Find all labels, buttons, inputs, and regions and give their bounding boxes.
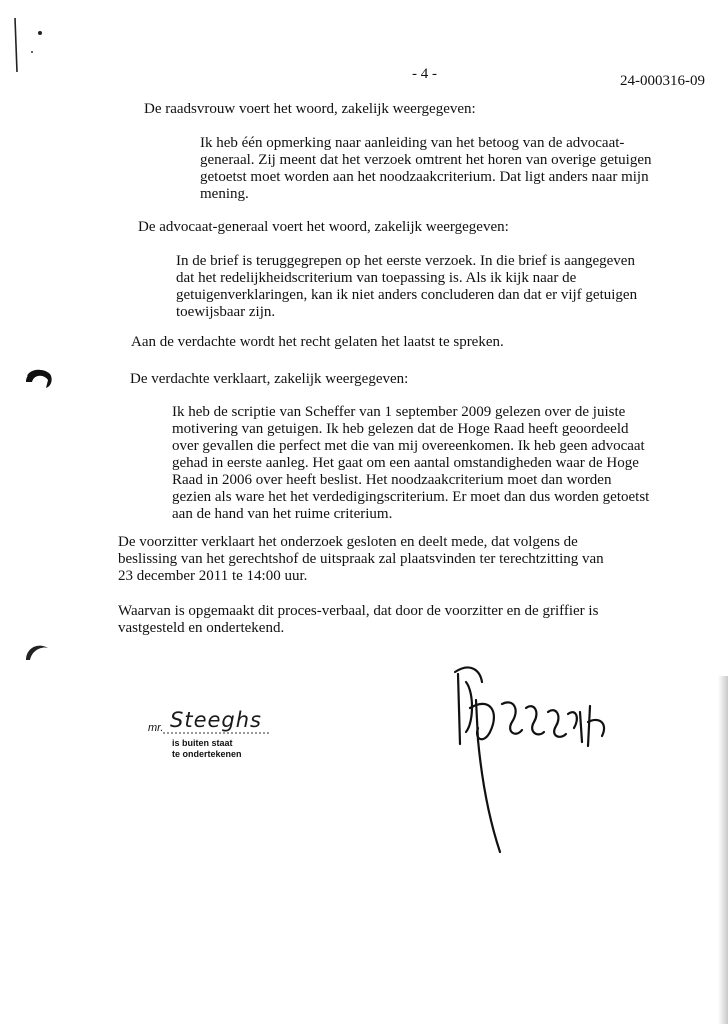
quote-line: In de brief is teruggegrepen op het eerste verzoek. In die brief is aangegeven (176, 253, 635, 269)
punch-hole-bottom (22, 640, 52, 668)
verbal-line: vastgesteld en ondertekend. (118, 620, 285, 636)
quote-line: gezien als ware het het verdedigingscriterium. Er moet dan dus worden getoetst (172, 489, 650, 505)
quote-line: motivering van getuigen. Ik heb gelezen dat de Hoge Raad heeft geoordeeld (172, 421, 629, 437)
quote-line: Ik heb de scriptie van Scheffer van 1 september 2009 gelezen over de juiste (172, 404, 626, 420)
quote-line: dat het redelijkheidscriterium van toepassing is. Als ik kijk naar de (176, 270, 577, 286)
quote-line: mening. (200, 186, 249, 202)
quote-line: getoetst moet worden aan het noodzaakcriterium. Dat ligt anders naar mijn (200, 169, 649, 185)
quote-line: Ik heb één opmerking naar aanleiding van het betoog van de advocaat- (200, 135, 625, 151)
speaker-line: De verdachte verklaart, zakelijk weergegeven: (130, 371, 409, 387)
quote-block (200, 135, 651, 203)
punch-hole-top (20, 364, 54, 392)
decision-line: De voorzitter verklaart het onderzoek gesloten en deelt mede, dat volgens de (118, 534, 578, 550)
quote-line: toewijsbaar zijn. (176, 304, 276, 320)
signature-prefix: mr. (148, 722, 164, 734)
decision-paragraph (118, 534, 604, 585)
decision-line: beslissing van het gerechtshof de uitspraak zal plaatsvinden ter terechtzitting van (118, 551, 604, 567)
scan-edge-artifact (718, 676, 728, 1024)
speaker-line: De advocaat-generaal voert het woord, zakelijk weergegeven: (138, 219, 509, 235)
quote-line: Raad in 2006 over heeft beslist. Het noodzaakcriterium moet dan worden (172, 472, 612, 488)
signature-right-name (470, 882, 471, 883)
signature-note (172, 738, 242, 760)
quote-block (176, 253, 637, 321)
decision-line: 23 december 2011 te 14:00 uur. (118, 568, 308, 584)
case-number: 24-000316-09 (620, 73, 705, 89)
quote-line: over gevallen die perfect met die van mij overeenkomen. Ik heb geen advocaat (172, 438, 645, 454)
quote-line: gehad in eerste aanleg. Het gaat om een aantal omstandigheden waar de Hoge (172, 455, 639, 471)
signature-note-line: is buiten staat (172, 738, 233, 748)
scan-margin-mark (10, 10, 50, 80)
quote-block (172, 404, 649, 523)
verbal-paragraph (118, 603, 598, 637)
signature-note-line: te ondertekenen (172, 749, 242, 759)
quote-line: getuigenverklaringen, kan ik niet anders concluderen dan dat er vijf getuigen (176, 287, 638, 303)
verbal-line: Waarvan is opgemaakt dit proces-verbaal, dat door de voorzitter en de griffier is (118, 603, 599, 619)
quote-line: generaal. Zij meent dat het verzoek omtrent het horen van overige getuigen (200, 152, 652, 168)
page-number: - 4 - (412, 66, 437, 82)
signature-name-left: Steeghs (170, 708, 262, 732)
signature-right (430, 652, 630, 882)
speaker-line: De raadsvrouw voert het woord, zakelijk weergegeven: (144, 101, 476, 117)
speaker-line: Aan de verdachte wordt het recht gelaten het laatst te spreken. (131, 334, 504, 350)
quote-line: aan de hand van het ruime criterium. (172, 506, 393, 522)
signature-line-left (163, 731, 273, 735)
